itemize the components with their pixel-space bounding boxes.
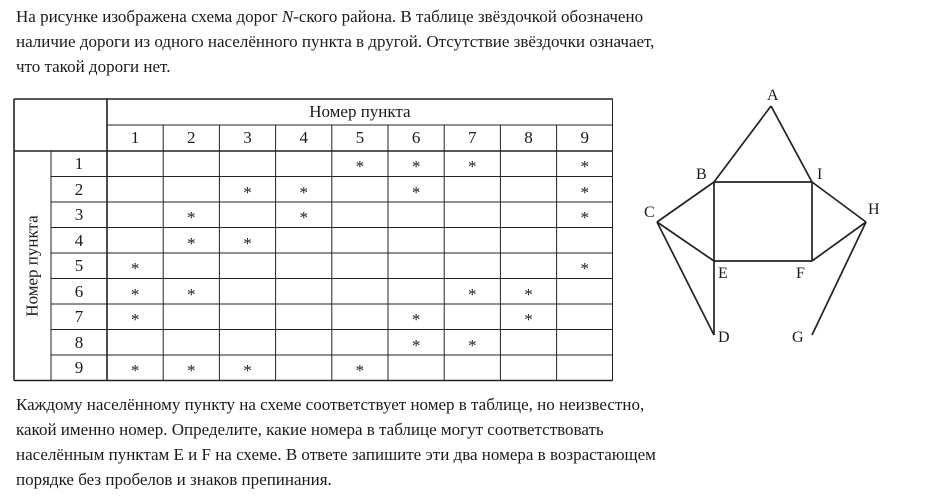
road-star: * <box>468 335 477 355</box>
row-label: 7 <box>74 307 84 326</box>
task-line-3: населённым пунктам E и F на схеме. В ответе запишите эти два номера в возрастающем <box>16 445 656 464</box>
node-label-d: D <box>718 329 730 346</box>
problem-task <box>16 392 916 492</box>
column-label: 9 <box>580 128 589 147</box>
road-star: * <box>187 233 196 253</box>
road-star: * <box>299 208 308 227</box>
road-star: * <box>187 208 196 227</box>
node-label-i: I <box>817 166 823 183</box>
road-star: * <box>524 310 533 329</box>
column-label: 5 <box>355 128 365 147</box>
road-star: * <box>468 284 477 304</box>
road-star: * <box>130 361 140 380</box>
road-C-D <box>657 222 714 335</box>
district-letter: N <box>281 7 294 26</box>
node-label-g: G <box>792 329 804 346</box>
column-label: 6 <box>411 128 421 147</box>
road-star: * <box>355 361 365 380</box>
road-scheme <box>630 80 920 360</box>
road-star: * <box>411 157 421 176</box>
road-H-G <box>812 222 866 335</box>
row-label: 8 <box>74 332 84 352</box>
column-label: 4 <box>299 128 308 147</box>
column-label: 3 <box>243 128 252 147</box>
intro-line-3: что такой дороги нет. <box>16 57 171 76</box>
node-label-f: F <box>796 265 805 282</box>
road-star: * <box>187 361 196 380</box>
road-star: * <box>580 208 589 227</box>
road-star: * <box>130 310 140 329</box>
road-C-E <box>657 222 714 261</box>
task-line-4: порядке без пробелов и знаков препинания. <box>16 470 332 489</box>
column-header: Номер пункта <box>309 102 411 121</box>
problem-intro <box>16 4 916 79</box>
task-line-2: какой именно номер. Определите, какие номера в таблице могут соответствовать <box>16 420 604 439</box>
road-star: * <box>243 361 252 380</box>
row-label: 4 <box>74 230 84 250</box>
intro-line-1: На рисунке изображена схема дорог N-ского района. В таблице звёздочкой обозначено <box>16 7 644 26</box>
column-label: 7 <box>468 128 477 147</box>
road-star: * <box>524 284 533 304</box>
row-label: 2 <box>74 179 84 199</box>
road-star: * <box>411 335 421 355</box>
task-line-1: Каждому населённому пункту на схеме соответствует номер в таблице, но неизвестно, <box>16 395 645 414</box>
road-star: * <box>130 259 140 278</box>
column-label: 1 <box>130 128 140 147</box>
road-star: * <box>130 284 140 304</box>
road-I-H <box>812 182 866 222</box>
intro-line-2: наличие дороги из одного населённого пункта в другой. Отсутствие звёздочки означает, <box>16 32 655 51</box>
road-star: * <box>580 157 589 176</box>
row-header: Номер пункта <box>22 215 42 317</box>
road-star: * <box>355 157 365 176</box>
node-label-a: A <box>767 87 779 104</box>
road-F-H <box>812 222 866 261</box>
row-label: 5 <box>74 256 84 275</box>
road-A-B <box>714 106 771 182</box>
node-label-c: C <box>644 204 655 221</box>
road-B-C <box>657 182 714 222</box>
node-label-b: B <box>696 166 707 183</box>
column-label: 2 <box>187 128 196 147</box>
row-label: 1 <box>74 154 84 173</box>
road-star: * <box>580 259 589 278</box>
road-star: * <box>243 233 252 253</box>
road-star: * <box>411 310 421 329</box>
road-star: * <box>187 284 196 304</box>
node-label-e: E <box>718 265 728 282</box>
road-star: * <box>243 182 252 202</box>
road-star: * <box>580 182 589 202</box>
road-star: * <box>299 182 308 202</box>
row-label: 6 <box>74 281 84 301</box>
roads-table <box>13 98 613 382</box>
column-label: 8 <box>524 128 533 147</box>
node-label-h: H <box>868 201 880 218</box>
road-scheme-graph <box>630 80 920 360</box>
road-A-I <box>771 106 812 182</box>
row-label: 9 <box>74 358 84 377</box>
road-star: * <box>411 182 421 202</box>
road-star: * <box>468 157 477 176</box>
row-label: 3 <box>74 205 84 224</box>
